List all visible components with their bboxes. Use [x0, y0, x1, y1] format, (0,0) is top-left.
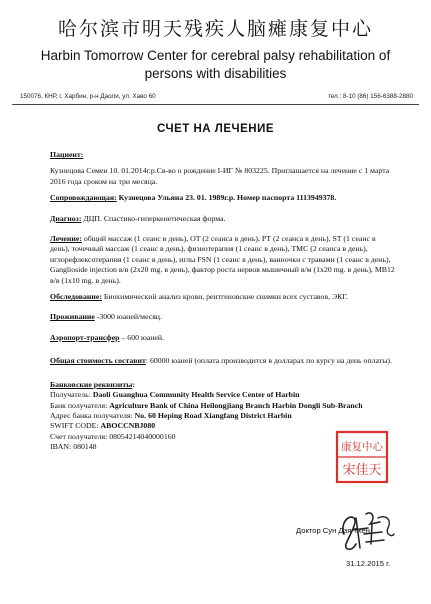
- bank-recipient: [50, 390, 395, 400]
- bank-address-label: Адрес банка получателя:: [50, 410, 135, 420]
- bank-recipient-value: Daoli Guanghua Community Health Service Center of Harbin: [92, 390, 300, 400]
- escort-section: [50, 193, 395, 203]
- treatment-text: общий массаж (1 сеанс в день), ОТ (2 сеанса в день), РТ (2 сеанса в день), ST (1 сеанс в день), точечный массаж (1 сеанс в день), физиотерапия (1 сеанс в день), ТМС (2 сеанса в день), иглорефлексотерапия (1 сеанс в день), иглы FSN (1 сеанс в день), ванночки с травами (1 сеанс в день), Ganglioside injection в/в (2х20 mg. в день), фактор роста нервов мышечный в/м (1х20 mg. в день), MB12 в/в (1х10 mg. в день).: [50, 234, 395, 285]
- treatment-section: [50, 234, 395, 286]
- bank-section: [50, 380, 395, 390]
- bank-account-value: 08054214040000160: [109, 431, 176, 441]
- header-address: 150076, КНР, г. Харбин, р-н Даоли, ул. Хаво 60: [20, 93, 156, 100]
- living-section: [50, 312, 395, 322]
- bank-label-colon: :: [132, 379, 135, 389]
- bank-iban-value: 080148: [73, 442, 97, 452]
- exam-label: Обследование:: [50, 292, 102, 302]
- document-body: [50, 150, 395, 453]
- escort-text: Кузнецова Ульяна 23. 01. 1989г.р. Номер паспорта 1113949378.: [116, 193, 337, 203]
- total-section: [50, 356, 395, 366]
- patient-section: [50, 150, 395, 160]
- bank-account-label: Счет получателя:: [50, 431, 110, 441]
- treatment-label: Лечение:: [50, 234, 82, 244]
- diagnosis-text: ДЦП. Спастико-гиперкенетическая форма.: [81, 213, 226, 223]
- diagnosis-label: Диагноз:: [50, 213, 82, 223]
- doctor-signature: [336, 504, 396, 562]
- signature-date: 31.12.2015 г.: [346, 559, 391, 568]
- escort-label: Сопровождающая:: [50, 193, 117, 203]
- bank-name-value: Agriculture Bank of China Heilongjiang Branch Harbin Dongli Sub-Branch: [109, 400, 363, 410]
- exam-section: [50, 292, 395, 302]
- diagnosis-section: [50, 214, 395, 224]
- bank-name: [50, 401, 395, 411]
- bank-swift-label: SWIFT CODE:: [50, 421, 101, 431]
- bank-address-value: No. 60 Heping Road Xiangfang District Harbin: [134, 410, 292, 420]
- patient-text: Кузнецова Семен 10. 01.2014г.р.Св-во о рождение I-ИГ № 803225. Приглашается на лечение с 1 марта 2016 года сроком на три месяца.: [50, 166, 390, 186]
- document-title: СЧЕТ НА ЛЕЧЕНИЕ: [156, 123, 275, 135]
- stamp-line-1: 康复中心: [341, 441, 383, 453]
- bank-swift-value: ABOCCNBJ080: [100, 421, 156, 431]
- header-chinese-name: 哈尔滨市明天残疾人脑瘫康复中心: [57, 18, 373, 40]
- transfer-label: Аэропорт-трансфер: [50, 332, 120, 342]
- transfer-text: – 600 юаней.: [119, 332, 164, 342]
- header-phone: тел.: 8-10 (86) 156-6388-2880: [327, 93, 413, 100]
- patient-label: Пациент:: [50, 150, 84, 159]
- total-label: Общая стоимость составит: [50, 356, 146, 366]
- bank-address: [50, 411, 395, 421]
- header-english-name: Harbin Tomorrow Center for cerebral palsy rehabilitation of persons with disabilities: [40, 48, 391, 81]
- bank-label: Банковские реквизиты: [50, 379, 133, 389]
- header-divider: [12, 104, 419, 105]
- living-text: -3000 юаней/месяц.: [94, 312, 162, 322]
- transfer-section: [50, 333, 395, 343]
- bank-recipient-label: Получатель:: [50, 390, 93, 400]
- bank-iban-label: IBAN:: [50, 442, 74, 452]
- total-text: : 60000 юаней (оплата производится в долларах по курсу на день оплаты).: [145, 356, 392, 366]
- exam-text: Биохимический анализ крови, рентгеновские снимки всех суставов, ЭКГ.: [101, 292, 348, 302]
- stamp-line-2: 宋佳天: [342, 463, 382, 478]
- doctor-name: Доктор Сун Дзя Тхен: [296, 526, 370, 535]
- living-label: Проживание: [50, 312, 95, 322]
- bank-name-label: Банк получателя:: [50, 400, 110, 410]
- official-stamp: [335, 430, 389, 484]
